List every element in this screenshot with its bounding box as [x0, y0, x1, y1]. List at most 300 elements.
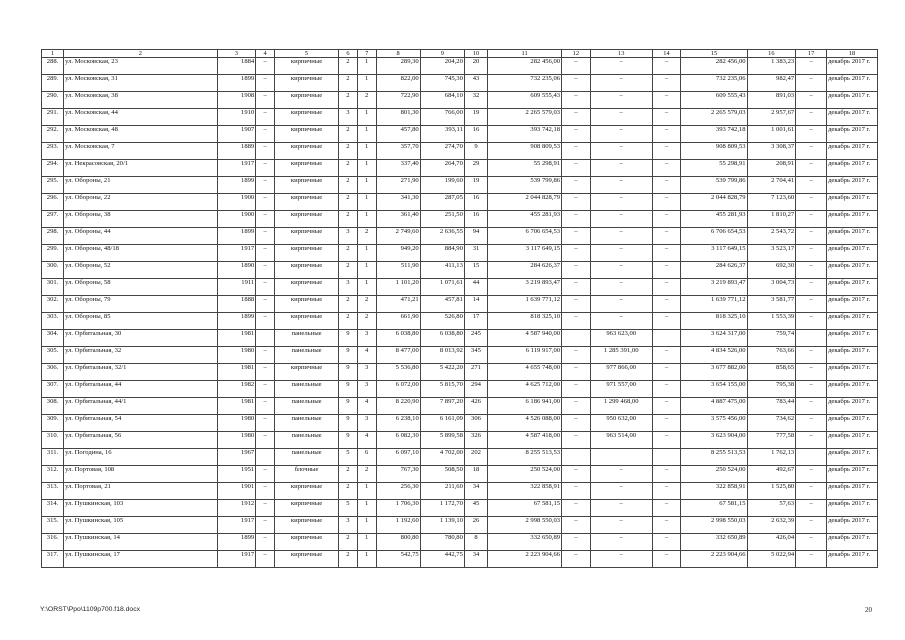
table-cell: 1899	[217, 313, 256, 330]
table-cell: 204,20	[420, 58, 464, 75]
table-cell: –	[256, 126, 275, 143]
table-cell	[796, 330, 827, 347]
table-cell: 2	[339, 262, 358, 279]
table-cell: –	[590, 534, 652, 551]
table-cell: ул. Московская, 23	[64, 58, 218, 75]
table-cell: 1 172,70	[420, 500, 464, 517]
table-cell: 317.	[42, 551, 64, 568]
table-cell: ул. Орбитальная, 44/1	[64, 398, 218, 415]
column-header: 18	[827, 50, 878, 58]
table-cell: –	[562, 194, 591, 211]
table-cell: 2	[339, 313, 358, 330]
table-cell: 29	[464, 160, 487, 177]
table-cell: 393,11	[420, 126, 464, 143]
table-cell: –	[796, 109, 827, 126]
table-cell: декабрь 2017 г.	[827, 313, 878, 330]
table-cell: –	[256, 381, 275, 398]
table-cell: 3 004,73	[747, 279, 796, 296]
table-cell: 6 038,80	[376, 330, 420, 347]
table-cell: 3 523,17	[747, 245, 796, 262]
table-cell: 1910	[217, 109, 256, 126]
table-cell: –	[562, 534, 591, 551]
column-header: 5	[274, 50, 338, 58]
table-cell: –	[652, 517, 681, 534]
table-cell: –	[256, 534, 275, 551]
table-cell: ул. Обороны, 48/18	[64, 245, 218, 262]
table-cell: панельные	[274, 381, 338, 398]
table-cell: –	[256, 398, 275, 415]
table-cell: 780,80	[420, 534, 464, 551]
table-cell: 322 858,91	[681, 483, 747, 500]
table-cell: 20	[464, 58, 487, 75]
table-cell: 9	[339, 347, 358, 364]
table-cell: –	[652, 245, 681, 262]
table-cell: 337,40	[376, 160, 420, 177]
table-row	[42, 449, 878, 466]
table-cell: 609 555,43	[681, 92, 747, 109]
column-header: 13	[590, 50, 652, 58]
table-cell	[652, 330, 681, 347]
table-cell: 977 866,00	[590, 364, 652, 381]
table-cell: кирпичные	[274, 109, 338, 126]
table-cell: декабрь 2017 г.	[827, 194, 878, 211]
table-cell: –	[652, 432, 681, 449]
table-cell: 471,21	[376, 296, 420, 313]
table-cell: 18	[464, 466, 487, 483]
table-cell: 310.	[42, 432, 64, 449]
column-header: 12	[562, 50, 591, 58]
table-cell: 1899	[217, 177, 256, 194]
table-cell: 2 265 579,03	[681, 109, 747, 126]
table-cell: –	[256, 483, 275, 500]
table-cell: 3 117 649,15	[681, 245, 747, 262]
table-cell: 282 456,00	[681, 58, 747, 75]
table-cell: 2	[339, 534, 358, 551]
table-cell: ул. Портовая, 21	[64, 483, 218, 500]
table-cell: 326	[464, 432, 487, 449]
table-cell: 1	[357, 160, 376, 177]
table-cell: 211,60	[420, 483, 464, 500]
table-cell: –	[590, 245, 652, 262]
table-cell: 208,91	[747, 160, 796, 177]
table-cell: –	[562, 517, 591, 534]
table-row	[42, 347, 878, 364]
table-cell: 4 655 748,00	[488, 364, 562, 381]
table-cell: 1900	[217, 211, 256, 228]
table-cell: 314.	[42, 500, 64, 517]
table-cell: 2	[339, 58, 358, 75]
table-cell: 26	[464, 517, 487, 534]
table-cell: панельные	[274, 432, 338, 449]
table-cell: –	[590, 177, 652, 194]
table-cell: 1 639 771,12	[681, 296, 747, 313]
table-cell: 982,47	[747, 75, 796, 92]
table-cell: –	[256, 143, 275, 160]
table-cell: –	[562, 143, 591, 160]
table-cell: –	[652, 398, 681, 415]
table-cell: 284 626,37	[681, 262, 747, 279]
table-cell: 357,70	[376, 143, 420, 160]
table-cell: –	[796, 228, 827, 245]
table-cell: 1	[357, 245, 376, 262]
table-cell: панельные	[274, 347, 338, 364]
table-cell: 884,90	[420, 245, 464, 262]
table-cell: 1 299 468,00	[590, 398, 652, 415]
table-cell: –	[652, 279, 681, 296]
table-cell: –	[562, 75, 591, 92]
table-cell: 426	[464, 398, 487, 415]
table-cell: –	[796, 364, 827, 381]
table-cell: декабрь 2017 г.	[827, 262, 878, 279]
table-cell: 94	[464, 228, 487, 245]
table-cell: 891,03	[747, 92, 796, 109]
table-cell: кирпичные	[274, 160, 338, 177]
table-cell: –	[256, 262, 275, 279]
table-cell: 3	[357, 381, 376, 398]
table-row	[42, 160, 878, 177]
table-cell: декабрь 2017 г.	[827, 92, 878, 109]
table-cell: 684,10	[420, 92, 464, 109]
table-cell	[796, 449, 827, 466]
table-cell: 9	[339, 398, 358, 415]
table-cell: 393 742,18	[488, 126, 562, 143]
table-row	[42, 398, 878, 415]
table-cell: 1917	[217, 160, 256, 177]
table-cell: кирпичные	[274, 75, 338, 92]
table-cell: 250 524,00	[681, 466, 747, 483]
table-cell: декабрь 2017 г.	[827, 177, 878, 194]
table-cell: 8 255 513,53	[681, 449, 747, 466]
table-cell	[256, 330, 275, 347]
table-cell: декабрь 2017 г.	[827, 58, 878, 75]
table-cell: декабрь 2017 г.	[827, 109, 878, 126]
table-cell: –	[256, 313, 275, 330]
table-cell: блочные	[274, 466, 338, 483]
table-cell: кирпичные	[274, 245, 338, 262]
table-cell: 5 422,20	[420, 364, 464, 381]
table-cell: –	[256, 415, 275, 432]
table-row	[42, 517, 878, 534]
table-cell: 303.	[42, 313, 64, 330]
table-cell: 442,75	[420, 551, 464, 568]
table-cell: 1981	[217, 398, 256, 415]
table-cell: –	[256, 296, 275, 313]
table-cell: 1	[357, 534, 376, 551]
table-cell: 19	[464, 177, 487, 194]
table-row	[42, 109, 878, 126]
table-cell: –	[652, 177, 681, 194]
table-cell: 9	[464, 143, 487, 160]
table-cell: 5 899,58	[420, 432, 464, 449]
table-cell: 4 887 475,00	[681, 398, 747, 415]
table-cell: 294	[464, 381, 487, 398]
table-cell: 492,67	[747, 466, 796, 483]
table-cell: 3	[339, 109, 358, 126]
table-cell: 1	[357, 109, 376, 126]
table-cell: 19	[464, 109, 487, 126]
table-cell: декабрь 2017 г.	[827, 211, 878, 228]
table-cell: ул. Московская, 44	[64, 109, 218, 126]
table-cell: декабрь 2017 г.	[827, 398, 878, 415]
table-cell: ул. Пушкинская, 103	[64, 500, 218, 517]
table-cell: –	[256, 92, 275, 109]
table-cell: 609 555,43	[488, 92, 562, 109]
table-cell: 284 626,37	[488, 262, 562, 279]
table-cell: –	[796, 517, 827, 534]
document-path: Y:\ORST\Ppo\1109p700.f18.docx	[40, 606, 141, 613]
table-cell: 1	[357, 177, 376, 194]
table-cell: 16	[464, 211, 487, 228]
table-cell: –	[562, 313, 591, 330]
table-cell: ул. Пушкинская, 105	[64, 517, 218, 534]
table-cell: декабрь 2017 г.	[827, 126, 878, 143]
table-row	[42, 534, 878, 551]
table-cell: кирпичные	[274, 92, 338, 109]
table-cell: 3	[339, 228, 358, 245]
table-cell: 345	[464, 347, 487, 364]
table-cell: декабрь 2017 г.	[827, 466, 878, 483]
table-cell: 3	[357, 364, 376, 381]
table-cell: 1 810,27	[747, 211, 796, 228]
table-cell: декабрь 2017 г.	[827, 143, 878, 160]
table-cell: ул. Орбитальная, 54	[64, 415, 218, 432]
table-cell: 9	[339, 364, 358, 381]
table-cell: декабрь 2017 г.	[827, 551, 878, 568]
table-cell: 308.	[42, 398, 64, 415]
table-cell: декабрь 2017 г.	[827, 517, 878, 534]
table-cell: 1889	[217, 143, 256, 160]
table-cell: –	[562, 92, 591, 109]
table-cell: 800,80	[376, 534, 420, 551]
table-cell: 251,50	[420, 211, 464, 228]
table-cell	[256, 449, 275, 466]
table-cell: 6 097,10	[376, 449, 420, 466]
table-cell: ул. Портовая, 108	[64, 466, 218, 483]
table-row	[42, 279, 878, 296]
table-cell: –	[796, 347, 827, 364]
table-cell: 1 706,30	[376, 500, 420, 517]
table-cell: 1884	[217, 58, 256, 75]
table-cell: –	[590, 109, 652, 126]
table-cell: –	[590, 262, 652, 279]
table-cell: –	[256, 500, 275, 517]
table-cell: 661,90	[376, 313, 420, 330]
table-cell: 1 139,10	[420, 517, 464, 534]
table-cell: 950 632,00	[590, 415, 652, 432]
table-cell: 309.	[42, 415, 64, 432]
table-cell: 1908	[217, 92, 256, 109]
table-cell: 2	[339, 211, 358, 228]
table-cell: –	[652, 92, 681, 109]
table-cell: –	[796, 415, 827, 432]
table-cell: 2	[357, 92, 376, 109]
table-cell: ул. Московская, 31	[64, 75, 218, 92]
table-cell: 2 749,60	[376, 228, 420, 245]
table-cell: 5 022,94	[747, 551, 796, 568]
table-cell: 15	[464, 262, 487, 279]
table-cell: 8	[464, 534, 487, 551]
table-cell: 1907	[217, 126, 256, 143]
table-cell: ул. Обороны, 85	[64, 313, 218, 330]
table-cell: кирпичные	[274, 364, 338, 381]
table-row	[42, 58, 878, 75]
table-cell: –	[652, 58, 681, 75]
table-cell: –	[652, 381, 681, 398]
table-cell: кирпичные	[274, 228, 338, 245]
table-cell: декабрь 2017 г.	[827, 500, 878, 517]
table-cell: 256,30	[376, 483, 420, 500]
table-cell: 34	[464, 483, 487, 500]
table-cell: кирпичные	[274, 194, 338, 211]
table-cell: –	[796, 177, 827, 194]
table-cell: –	[796, 500, 827, 517]
table-cell: 55 298,91	[488, 160, 562, 177]
table-cell: 539 799,86	[488, 177, 562, 194]
table-cell: ул. Московская, 38	[64, 92, 218, 109]
column-header: 8	[376, 50, 420, 58]
table-cell: 34	[464, 551, 487, 568]
table-cell: –	[652, 160, 681, 177]
table-cell: 301.	[42, 279, 64, 296]
table-cell: –	[256, 194, 275, 211]
column-header: 10	[464, 50, 487, 58]
column-header: 4	[256, 50, 275, 58]
table-cell: 4 587 418,00	[488, 432, 562, 449]
table-cell: 2	[339, 245, 358, 262]
table-row	[42, 194, 878, 211]
table-cell: –	[796, 381, 827, 398]
table-cell: 2 998 550,03	[488, 517, 562, 534]
table-cell: –	[256, 58, 275, 75]
table-cell: 6 161,09	[420, 415, 464, 432]
table-cell: –	[652, 364, 681, 381]
table-cell: 1	[357, 279, 376, 296]
table-cell: 818 325,10	[488, 313, 562, 330]
table-cell: 7 123,60	[747, 194, 796, 211]
table-cell: декабрь 2017 г.	[827, 449, 878, 466]
table-cell: –	[256, 75, 275, 92]
table-cell: 759,74	[747, 330, 796, 347]
table-cell: декабрь 2017 г.	[827, 364, 878, 381]
table-cell: –	[796, 279, 827, 296]
table-cell: 2	[357, 313, 376, 330]
table-cell: кирпичные	[274, 551, 338, 568]
table-cell: 289.	[42, 75, 64, 92]
table-row	[42, 466, 878, 483]
table-cell: 2	[339, 177, 358, 194]
table-cell: 4	[357, 432, 376, 449]
table-row	[42, 75, 878, 92]
table-cell: ул. Обороны, 44	[64, 228, 218, 245]
table-cell: 1 192,60	[376, 517, 420, 534]
table-cell: 17	[464, 313, 487, 330]
table-cell: 2 957,67	[747, 109, 796, 126]
table-cell: –	[590, 466, 652, 483]
table-cell: 2 636,55	[420, 228, 464, 245]
table-cell: ул. Обороны, 58	[64, 279, 218, 296]
table-cell: –	[256, 466, 275, 483]
table-cell: 6 082,30	[376, 432, 420, 449]
table-cell: –	[590, 551, 652, 568]
table-cell: 795,38	[747, 381, 796, 398]
table-cell: кирпичные	[274, 58, 338, 75]
table-cell: 5	[339, 500, 358, 517]
table-cell: 908 809,53	[488, 143, 562, 160]
table-cell: ул. Погодина, 16	[64, 449, 218, 466]
table-cell: 341,30	[376, 194, 420, 211]
table-cell: –	[562, 466, 591, 483]
table-cell: 801,30	[376, 109, 420, 126]
table-cell: –	[590, 313, 652, 330]
table-cell: кирпичные	[274, 500, 338, 517]
table-cell: 1981	[217, 364, 256, 381]
table-cell: ул. Орбитальная, 32/1	[64, 364, 218, 381]
table-cell: 300.	[42, 262, 64, 279]
table-cell: 1888	[217, 296, 256, 313]
table-cell: 3	[339, 279, 358, 296]
table-cell: 2 543,72	[747, 228, 796, 245]
table-cell: 2	[339, 92, 358, 109]
table-cell: 264,70	[420, 160, 464, 177]
table-cell: 2	[339, 296, 358, 313]
table-cell: –	[256, 432, 275, 449]
table-cell: 6 186 941,00	[488, 398, 562, 415]
table-cell: –	[590, 483, 652, 500]
table-cell: –	[652, 415, 681, 432]
table-cell: декабрь 2017 г.	[827, 245, 878, 262]
table-cell: –	[590, 211, 652, 228]
table-cell: –	[590, 296, 652, 313]
table-cell: 2 223 904,66	[681, 551, 747, 568]
table-cell: 732 235,06	[488, 75, 562, 92]
table-cell: 1 639 771,12	[488, 296, 562, 313]
table-cell: 692,30	[747, 262, 796, 279]
table-cell: –	[256, 551, 275, 568]
table-cell: 457,80	[376, 126, 420, 143]
table-cell: 1	[357, 517, 376, 534]
table-cell: 3	[357, 415, 376, 432]
table-cell: –	[796, 296, 827, 313]
table-cell: 311.	[42, 449, 64, 466]
table-cell: 2	[339, 126, 358, 143]
table-cell: 1890	[217, 262, 256, 279]
table-cell: 763,66	[747, 347, 796, 364]
table-cell: 822,00	[376, 75, 420, 92]
table-cell: –	[796, 92, 827, 109]
table-cell: 299.	[42, 245, 64, 262]
table-cell: 57,63	[747, 500, 796, 517]
table-cell: 508,50	[420, 466, 464, 483]
table-cell: 361,40	[376, 211, 420, 228]
table-cell: 1 285 391,00	[590, 347, 652, 364]
column-header: 16	[747, 50, 796, 58]
table-cell: 539 799,86	[681, 177, 747, 194]
table-row	[42, 330, 878, 347]
table-cell: –	[256, 347, 275, 364]
table-cell: 7 897,20	[420, 398, 464, 415]
table-cell: 1	[357, 262, 376, 279]
table-cell: –	[796, 126, 827, 143]
table-cell: 2 704,41	[747, 177, 796, 194]
table-cell: –	[796, 211, 827, 228]
table-cell: 44	[464, 279, 487, 296]
table-cell: –	[796, 160, 827, 177]
table-cell: 1 553,39	[747, 313, 796, 330]
table-cell: 4 526 088,00	[488, 415, 562, 432]
table-cell: 722,90	[376, 92, 420, 109]
table-cell: 1981	[217, 330, 256, 347]
table-cell: ул. Орбитальная, 44	[64, 381, 218, 398]
